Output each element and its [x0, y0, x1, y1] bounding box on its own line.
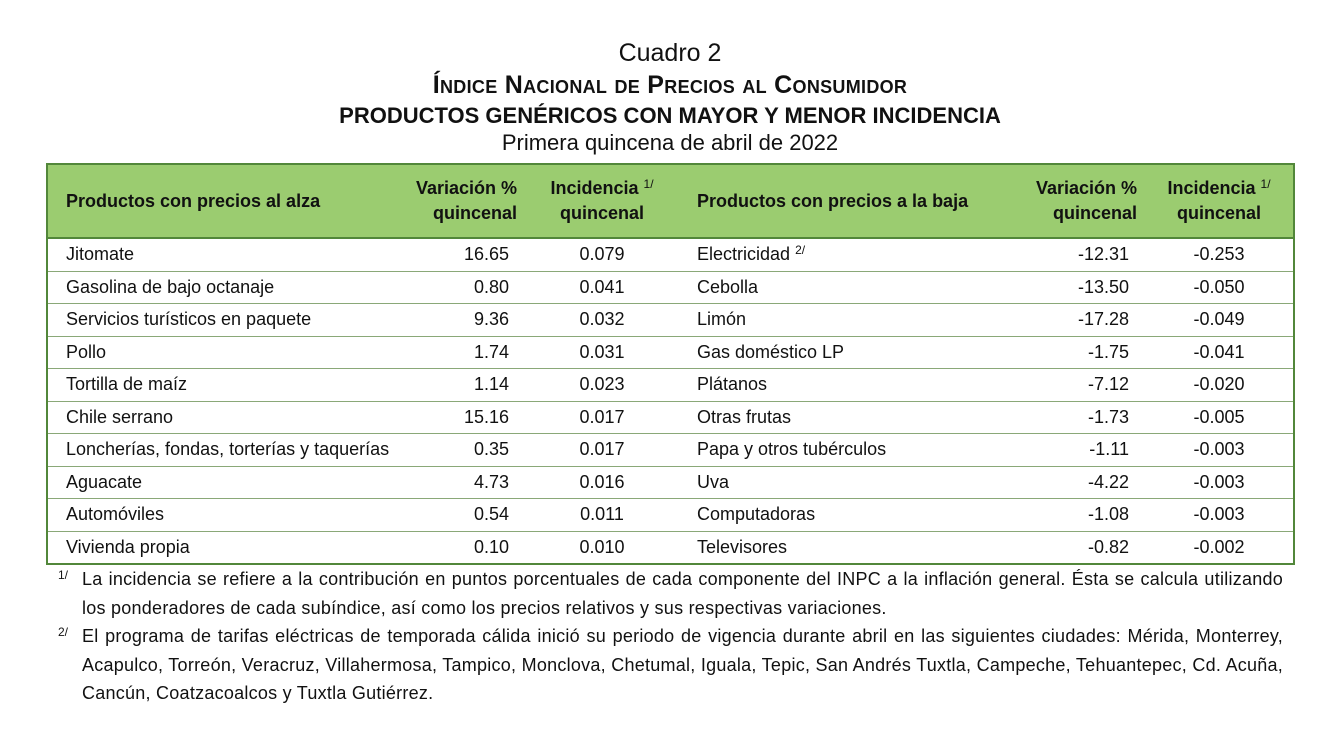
down-product-name: Cebolla — [697, 276, 759, 297]
up-product-name: Gasolina de bajo octanaje — [47, 271, 415, 304]
incidence-table — [46, 163, 1295, 565]
down-incidence-value: -0.003 — [1145, 434, 1294, 467]
footnote-1 — [58, 565, 1283, 622]
down-product-cell — [679, 369, 1035, 402]
up-incidence-value: 0.041 — [525, 271, 679, 304]
table-row — [47, 401, 1294, 434]
up-variation-value: 1.74 — [415, 336, 525, 369]
down-incidence-value: -0.253 — [1145, 238, 1294, 271]
down-product-name: Televisores — [697, 536, 788, 557]
up-variation-value: 16.65 — [415, 238, 525, 271]
up-variation-value: 0.80 — [415, 271, 525, 304]
down-variation-value: -1.73 — [1035, 401, 1145, 434]
title-block — [0, 38, 1334, 156]
footnote-ref: 2/ — [795, 243, 806, 258]
table-row — [47, 434, 1294, 467]
report-title: Índice Nacional de Precios al Consumidor — [432, 71, 908, 99]
col-header-variation-line2: quincenal — [1052, 203, 1137, 223]
up-variation-value: 0.10 — [473, 536, 509, 557]
down-product-name: Plátanos — [697, 374, 768, 395]
down-product-cell — [679, 336, 1035, 369]
up-product-name: Aguacate — [47, 466, 415, 499]
up-incidence-value: 0.011 — [525, 499, 679, 532]
down-product-cell — [679, 304, 1035, 337]
footnotes — [58, 565, 1283, 708]
down-variation-value: -1.08 — [1035, 499, 1145, 532]
col-header-incidence-line2: quincenal — [1176, 203, 1261, 223]
col-header-incidence-line1: Incidencia — [1167, 178, 1256, 198]
down-variation-value: -7.12 — [1035, 369, 1145, 402]
down-product-cell — [679, 499, 1035, 532]
down-variation-value: -12.31 — [1035, 238, 1145, 271]
footnote-ref: 2/ — [58, 625, 69, 639]
table-header-row — [47, 164, 1294, 238]
up-variation-value: 15.16 — [415, 401, 525, 434]
table-row — [47, 304, 1294, 337]
up-incidence-value: 0.031 — [525, 336, 679, 369]
up-product-name: Loncherías, fondas, torterías y taquerías — [47, 434, 415, 467]
up-variation-value: 0.54 — [415, 499, 525, 532]
up-variation-value: 0.35 — [415, 434, 525, 467]
table-row — [47, 238, 1294, 271]
up-product-name: Tortilla de maíz — [47, 369, 415, 402]
col-header-down-products: Productos con precios a la baja — [679, 164, 1035, 238]
col-header-incidence-line2: quincenal — [559, 203, 644, 223]
cuadro-number: Cuadro 2 — [618, 39, 722, 67]
down-product-name: Gas doméstico LP — [697, 341, 845, 362]
down-product-name: Uva — [697, 471, 730, 492]
footnote-text: El programa de tarifas eléctricas de temporada cálida inició su periodo de vigencia durante abril en las siguientes ciudades: Mérida, Monterrey, Acapulco, Torreón, Veracruz, Villahermosa, Tampico, Monclova, Chetumal, Iguala, Tepic, San Andrés Tuxtla, Campeche, Tehuantepec, Cd. Acuña, Cancún, Coatzacoalcos y Tuxtla Gutiérrez. — [82, 626, 1283, 703]
down-incidence-value: -0.050 — [1145, 271, 1294, 304]
col-header-up-incidence — [525, 164, 679, 238]
down-variation-value: -4.22 — [1035, 466, 1145, 499]
down-product-name: Otras frutas — [697, 406, 792, 427]
down-product-cell — [679, 401, 1035, 434]
up-product-name: Servicios turísticos en paquete — [47, 304, 415, 337]
up-incidence-value: 0.017 — [525, 401, 679, 434]
footnote-2 — [58, 622, 1283, 708]
report-period: Primera quincena de abril de 2022 — [501, 130, 839, 155]
down-product-name: Papa y otros tubérculos — [697, 439, 887, 460]
down-variation-value: -13.50 — [1035, 271, 1145, 304]
down-incidence-value: -0.002 — [1193, 536, 1245, 557]
down-variation-value: -0.82 — [1087, 536, 1129, 557]
down-variation-value: -17.28 — [1035, 304, 1145, 337]
col-header-up-products: Productos con precios al alza — [47, 164, 415, 238]
up-product-name: Vivienda propia — [66, 536, 190, 557]
report-subtitle: PRODUCTOS GENÉRICOS CON MAYOR Y MENOR INCIDENCIA — [339, 103, 1001, 128]
up-incidence-value: 0.010 — [579, 536, 625, 557]
table-row — [47, 271, 1294, 304]
down-variation-value: -1.11 — [1035, 434, 1145, 467]
down-incidence-value: -0.041 — [1145, 336, 1294, 369]
up-product-name: Pollo — [47, 336, 415, 369]
table-row — [47, 499, 1294, 532]
down-product-cell — [679, 238, 1035, 271]
footnote-ref: 1/ — [1260, 177, 1271, 191]
up-product-name: Jitomate — [47, 238, 415, 271]
table-row — [47, 369, 1294, 402]
up-variation-value: 9.36 — [415, 304, 525, 337]
down-product-name: Computadoras — [697, 504, 816, 525]
down-incidence-value: -0.020 — [1145, 369, 1294, 402]
table-row — [47, 336, 1294, 369]
col-header-down-incidence — [1145, 164, 1294, 238]
col-header-variation-line2: quincenal — [432, 203, 517, 223]
down-incidence-value: -0.005 — [1145, 401, 1294, 434]
col-header-variation-line1: Variación % — [415, 178, 517, 198]
footnote-ref: 1/ — [58, 568, 69, 582]
table-row — [47, 466, 1294, 499]
down-incidence-value: -0.049 — [1145, 304, 1294, 337]
down-product-cell — [679, 531, 1035, 564]
footnote-ref: 1/ — [643, 177, 654, 191]
down-product-cell — [679, 466, 1035, 499]
col-header-variation-line1: Variación % — [1035, 178, 1137, 198]
up-variation-value: 1.14 — [415, 369, 525, 402]
down-product-cell — [679, 434, 1035, 467]
down-incidence-value: -0.003 — [1145, 499, 1294, 532]
down-product-name: Limón — [697, 309, 747, 330]
col-header-incidence-line1: Incidencia — [550, 178, 639, 198]
up-variation-value: 4.73 — [415, 466, 525, 499]
down-product-name: Electricidad — [697, 244, 791, 265]
col-header-down-variation — [1035, 164, 1145, 238]
down-incidence-value: -0.003 — [1145, 466, 1294, 499]
up-incidence-value: 0.017 — [525, 434, 679, 467]
up-product-name: Chile serrano — [47, 401, 415, 434]
down-variation-value: -1.75 — [1035, 336, 1145, 369]
down-product-cell — [679, 271, 1035, 304]
table-row — [47, 531, 1294, 564]
up-incidence-value: 0.079 — [525, 238, 679, 271]
up-incidence-value: 0.016 — [525, 466, 679, 499]
footnote-text: La incidencia se refiere a la contribución en puntos porcentuales de cada componente del INPC a la inflación general. Ésta se calcula utilizando los ponderadores de cada subíndice, así como los precios relativos y sus respectivas variaciones. — [82, 569, 1283, 618]
up-incidence-value: 0.023 — [525, 369, 679, 402]
up-incidence-value: 0.032 — [525, 304, 679, 337]
col-header-up-variation — [415, 164, 525, 238]
up-product-name: Automóviles — [47, 499, 415, 532]
